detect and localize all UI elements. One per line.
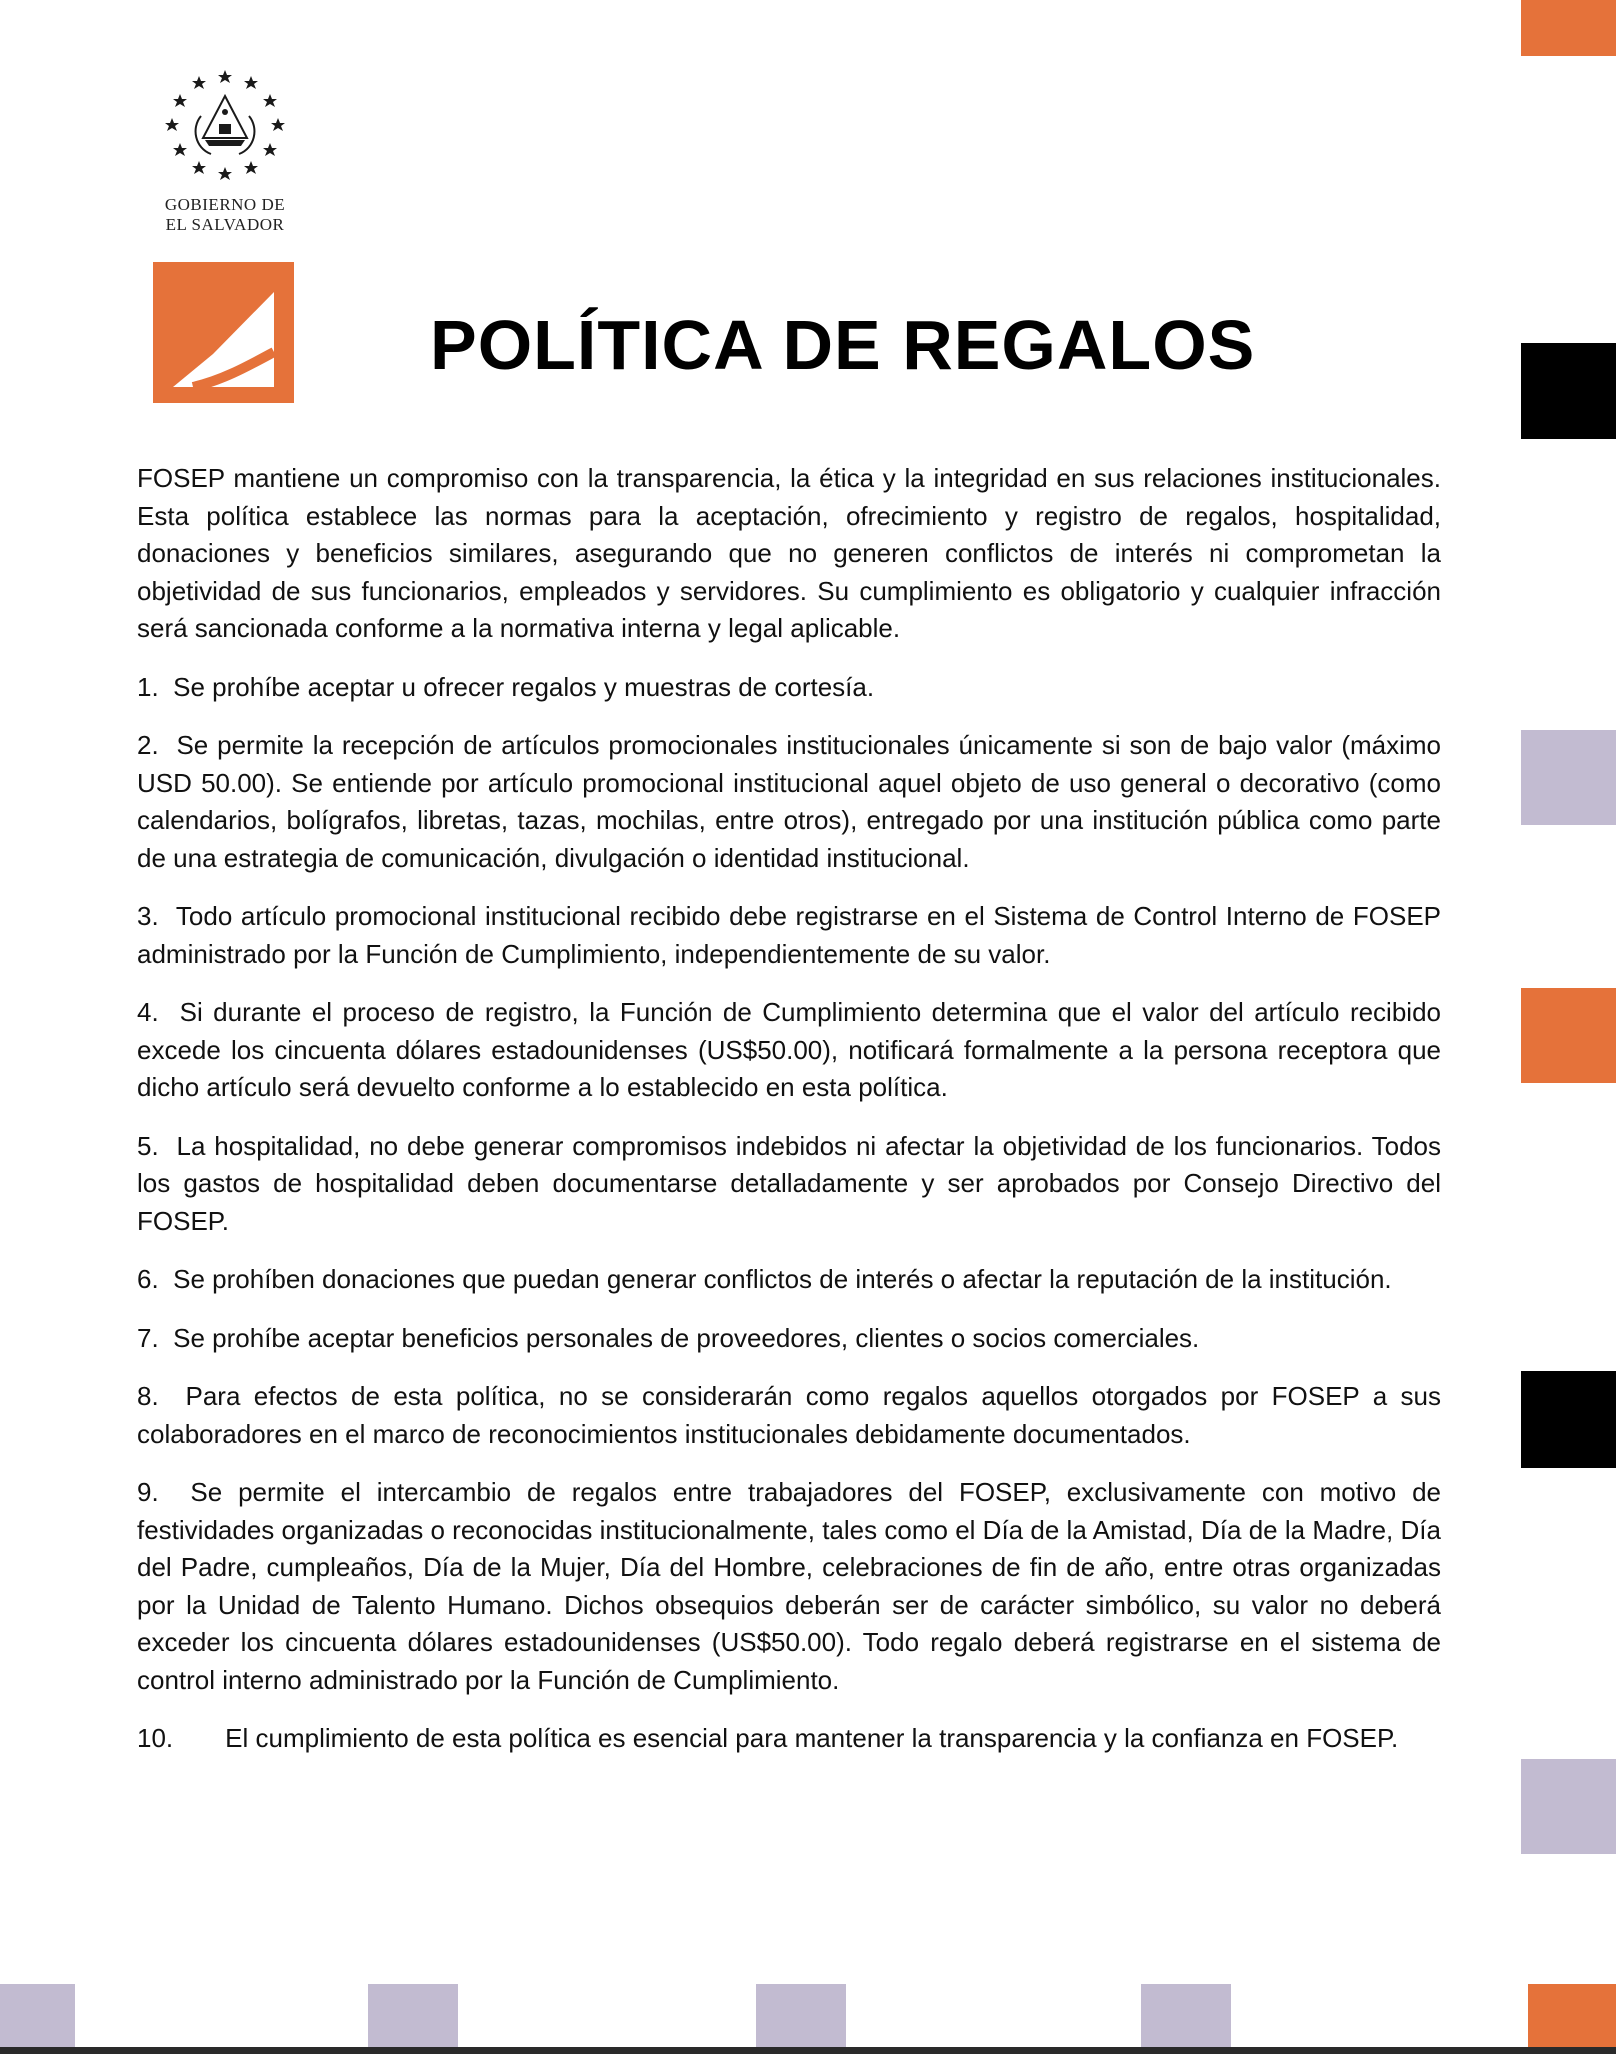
- page-title: POLÍTICA DE REGALOS: [430, 306, 1256, 384]
- bottom-border-line: [0, 2047, 1616, 2054]
- bottom-square-lavender-4: [1141, 1984, 1231, 2047]
- item-text: Si durante el proceso de registro, la Función de Cumplimiento determina que el valor del artículo recibido excede los cincuenta dólares estadounidenses (US$50.00), notificará formalmente a la persona receptora que dicho artículo será devuelto conforme a lo establecido en esta política.: [137, 997, 1441, 1102]
- item-number: 4.: [137, 997, 159, 1027]
- item-number: 2.: [137, 730, 159, 760]
- policy-item-7: [137, 1320, 1441, 1358]
- bottom-square-lavender-2: [368, 1984, 458, 2047]
- bottom-square-orange: [1528, 1984, 1616, 2047]
- item-number: 1.: [137, 671, 159, 702]
- policy-body: [137, 460, 1441, 1779]
- government-name-line2: EL SALVADOR: [165, 215, 285, 234]
- side-square-orange-2: [1521, 988, 1616, 1083]
- item-number: 5.: [137, 1130, 159, 1161]
- government-name-line1: GOBIERNO DE: [164, 195, 286, 214]
- item-number: 8.: [137, 1381, 159, 1411]
- side-square-black-2: [1521, 1371, 1616, 1468]
- policy-item-2: [137, 727, 1441, 877]
- policy-item-6: [137, 1261, 1441, 1299]
- item-number: 3.: [137, 901, 159, 931]
- side-square-black-1: [1521, 343, 1616, 439]
- policy-item-3: [137, 898, 1441, 973]
- item-text: Se permite el intercambio de regalos entre trabajadores del FOSEP, exclusivamente con motivo de festividades organizadas o reconocidas institucionalmente, tales como el Día de la Amistad, Día de la Madre, Día del Padre, cumpleaños, Día de la Mujer, Día del Hombre, celebraciones de fin de año, entre otras organizadas por la Unidad de Talento Humano. Dichos obsequios deberán ser de carácter simbólico, su valor no deberá exceder los cincuenta dólares estadounidenses (US$50.00). Todo regalo deberá registrarse en el sistema de control interno administrado por la Función de Cumplimiento.: [137, 1477, 1441, 1695]
- item-number: 9.: [137, 1477, 159, 1507]
- policy-item-9: [137, 1474, 1441, 1699]
- bottom-square-lavender-3: [756, 1984, 846, 2047]
- policy-item-8: [137, 1378, 1441, 1453]
- policy-item-10: [137, 1720, 1441, 1758]
- coat-of-arms-icon: [145, 62, 305, 192]
- item-number: 6.: [137, 1264, 159, 1294]
- side-square-lavender-1: [1521, 730, 1616, 825]
- policy-item-4: [137, 994, 1441, 1107]
- policy-item-1: [137, 669, 1441, 707]
- side-square-lavender-2: [1521, 1759, 1616, 1854]
- fosep-logo: [153, 262, 294, 403]
- item-text: Se permite la recepción de artículos promocionales institucionales únicamente si son de bajo valor (máximo USD 50.00). Se entiende por artículo promocional institucional aquel objeto de uso general o decorativo (como calendarios, bolígrafos, libretas, tazas, mochilas, entre otros), entregado por una institución pública como parte de una estrategia de comunicación, divulgación o identidad institucional.: [137, 730, 1441, 873]
- item-text: Todo artículo promocional institucional recibido debe registrarse en el Sistema de Control Interno de FOSEP administrado por la Función de Cumplimiento, independientemente de su valor.: [137, 901, 1442, 969]
- government-seal-logo: [145, 62, 305, 242]
- item-number: 10.: [137, 1723, 174, 1753]
- intro-paragraph: FOSEP mantiene un compromiso con la transparencia, la ética y la integridad en sus relaciones institucionales. Esta política establece las normas para la aceptación, ofrecimiento y registro de regalos, hospitalidad, donaciones y beneficios similares, asegurando que no generen conflictos de interés ni comprometan la objetividad de sus funcionarios, empleados y servidores. Su cumplimiento es obligatorio y cualquier infracción será sancionada conforme a la normativa interna y legal aplicable.: [137, 463, 1441, 643]
- item-text: Se prohíbe aceptar u ofrecer regalos y muestras de cortesía.: [173, 671, 875, 702]
- fosep-logo-icon: [153, 262, 294, 403]
- bottom-square-lavender-1: [0, 1984, 75, 2047]
- item-number: 7.: [137, 1322, 159, 1353]
- item-text: La hospitalidad, no debe generar compromisos indebidos ni afectar la objetividad de los funcionarios. Todos los gastos de hospitalidad deben documentarse detalladamente y ser aprobados por Consejo Directivo del FOSEP.: [137, 1130, 1441, 1236]
- item-text: Se prohíbe aceptar beneficios personales de proveedores, clientes o socios comerciales.: [173, 1322, 1200, 1353]
- item-text: El cumplimiento de esta política es esencial para mantener la transparencia y la confianza en FOSEP.: [225, 1723, 1399, 1753]
- side-square-orange-top: [1521, 0, 1616, 56]
- item-text: Para efectos de esta política, no se considerarán como regalos aquellos otorgados por FOSEP a sus colaboradores en el marco de reconocimientos institucionales debidamente documentados.: [137, 1381, 1442, 1449]
- item-text: Se prohíben donaciones que puedan generar conflictos de interés o afectar la reputación de la institución.: [173, 1264, 1392, 1294]
- policy-item-5: [137, 1128, 1441, 1241]
